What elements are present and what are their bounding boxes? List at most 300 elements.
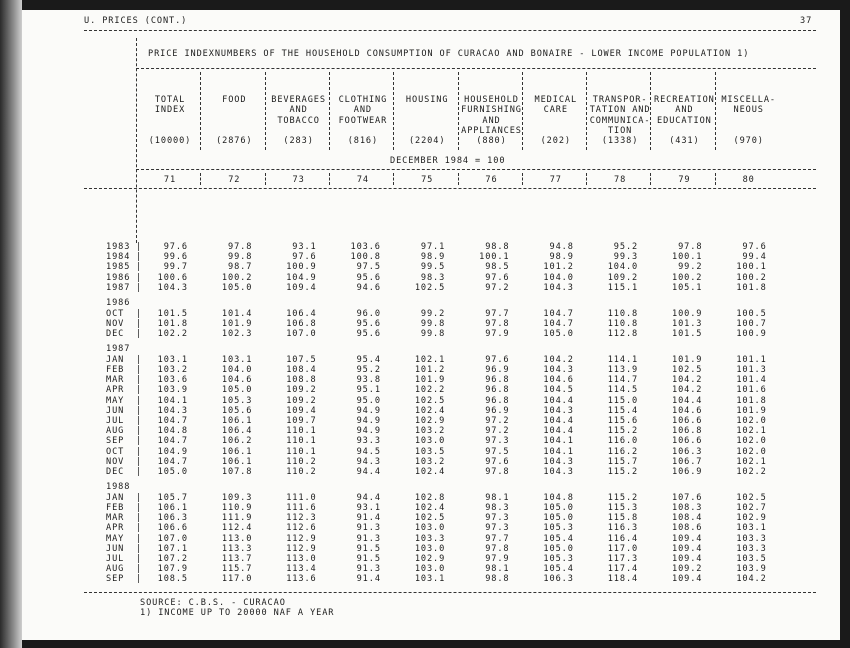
cell-value: 94.9 — [356, 426, 381, 437]
column-header-line: COMMUNICA- — [589, 115, 651, 126]
row-rule: | — [136, 426, 143, 437]
column-header-line: NEOUS — [733, 105, 764, 116]
cell-value: 113.0 — [286, 554, 317, 564]
cell-value: 106.2 — [221, 436, 253, 447]
column-code: 71 — [163, 175, 177, 185]
column-rule — [265, 72, 266, 150]
cell-value: 107.2 — [157, 554, 188, 564]
table-row — [106, 447, 806, 457]
cell-value: 97.6 — [485, 272, 510, 283]
cell-value: 97.2 — [485, 416, 510, 426]
cell-value: 98.8 — [485, 574, 510, 585]
table-row — [106, 574, 806, 584]
column-header-line: APPLIANCES — [461, 125, 522, 136]
column-rule — [715, 72, 716, 150]
cell-value: 109.2 — [286, 385, 317, 396]
cell-value: 102.1 — [736, 426, 767, 437]
cell-value: 100.1 — [672, 252, 703, 263]
row-label: NOV — [106, 318, 125, 329]
cell-value: 104.3 — [543, 456, 574, 467]
cell-value: 109.2 — [672, 564, 703, 575]
cell-value: 115.7 — [607, 456, 639, 467]
cell-value: 102.0 — [736, 436, 767, 447]
cell-value: 109.4 — [286, 282, 317, 293]
column-weight: (2204) — [408, 136, 446, 146]
row-label: APR — [106, 523, 125, 534]
cell-value: 101.4 — [736, 375, 767, 386]
row-rule: | — [136, 329, 143, 339]
cell-value: 103.6 — [350, 242, 381, 252]
cell-value: 100.9 — [672, 308, 703, 319]
cell-value: 91.3 — [356, 564, 381, 575]
column-header-line: FOOTWEAR — [338, 115, 388, 126]
cell-value: 102.0 — [736, 416, 767, 426]
row-rule: | — [136, 513, 143, 524]
row-label: APR — [106, 385, 125, 396]
cell-value: 103.9 — [157, 385, 188, 396]
row-rule: | — [136, 533, 143, 544]
cell-value: 97.5 — [485, 446, 510, 457]
column-header-line: CLOTHING — [338, 95, 388, 105]
row-label: MAR — [106, 513, 125, 524]
cell-value: 109.4 — [672, 574, 703, 585]
cell-value: 103.0 — [414, 543, 446, 554]
column-code: 75 — [421, 175, 434, 185]
cell-value: 105.3 — [221, 395, 253, 406]
table-row — [106, 406, 806, 416]
cell-value: 104.3 — [543, 467, 574, 477]
cell-value: 104.7 — [157, 456, 188, 467]
table-row — [106, 426, 806, 436]
cell-value: 102.2 — [736, 467, 767, 477]
cell-value: 103.1 — [157, 354, 188, 365]
table-row — [106, 416, 806, 426]
row-label: MAY — [106, 395, 125, 406]
column-weight: (970) — [733, 136, 764, 146]
row-rule: | — [136, 456, 143, 467]
column-header-line: HOUSING — [405, 95, 449, 105]
cell-value: 111.0 — [286, 492, 317, 503]
cell-value: 105.0 — [543, 503, 574, 513]
cell-value: 102.5 — [414, 282, 446, 293]
column-rule — [522, 72, 523, 150]
cell-value: 94.3 — [356, 456, 381, 467]
cell-value: 97.8 — [485, 467, 510, 477]
column-rule — [458, 173, 459, 185]
row-rule: | — [136, 436, 143, 447]
column-header-line: FOOD — [222, 95, 247, 105]
cell-value: 104.1 — [157, 395, 188, 406]
cell-value: 100.9 — [286, 262, 317, 273]
cell-value: 94.4 — [356, 467, 381, 477]
cell-value: 105.0 — [543, 513, 574, 524]
cell-value: 97.3 — [485, 523, 510, 534]
column-header-line: AND — [353, 105, 372, 116]
cell-value: 104.2 — [672, 385, 703, 396]
cell-value: 102.9 — [736, 513, 767, 524]
column-code: 79 — [678, 175, 691, 185]
cell-value: 108.6 — [672, 523, 703, 534]
cell-value: 106.1 — [157, 503, 188, 513]
cell-value: 104.9 — [286, 272, 317, 283]
column-header-line: CARE — [543, 105, 568, 116]
table-row — [106, 503, 806, 513]
cell-value: 114.5 — [607, 385, 639, 396]
column-header-line: TOBACCO — [277, 115, 320, 126]
row-label: JUL — [106, 416, 125, 426]
cell-value: 98.8 — [485, 242, 510, 252]
row-label: 1985 — [106, 262, 131, 273]
cell-value: 101.4 — [221, 308, 253, 319]
cell-value: 104.6 — [221, 375, 253, 386]
column-header-line: RECREATION — [654, 95, 715, 105]
cell-value: 107.9 — [157, 564, 188, 575]
column-weight: (283) — [283, 136, 314, 146]
column-header-line: BEVERAGES — [271, 95, 326, 105]
cell-value: 115.2 — [607, 467, 639, 477]
cell-value: 104.3 — [543, 282, 574, 293]
cell-value: 104.7 — [157, 436, 188, 447]
cell-value: 100.1 — [736, 262, 767, 273]
cell-value: 100.1 — [479, 252, 510, 263]
cell-value: 91.4 — [356, 513, 381, 524]
cell-value: 110.1 — [286, 446, 317, 457]
cell-value: 102.8 — [414, 492, 446, 503]
cell-value: 100.7 — [736, 318, 767, 329]
cell-value: 100.8 — [350, 252, 381, 263]
cell-value: 94.8 — [549, 242, 574, 252]
column-weight: (10000) — [148, 136, 192, 146]
cell-value: 101.9 — [672, 354, 703, 365]
cell-value: 100.2 — [221, 272, 253, 283]
row-rule: | — [136, 554, 143, 564]
cell-value: 113.0 — [221, 533, 253, 544]
column-header-line: AND — [289, 105, 308, 116]
table-row — [106, 319, 806, 329]
cell-value: 109.4 — [672, 554, 703, 564]
cell-value: 99.4 — [742, 252, 767, 263]
cell-value: 97.6 — [485, 456, 510, 467]
cell-value: 101.6 — [736, 385, 767, 396]
column-rule — [393, 173, 394, 185]
cell-value: 115.4 — [607, 405, 639, 416]
cell-value: 105.4 — [543, 564, 574, 575]
group-heading: 1988 — [106, 482, 131, 493]
cell-value: 106.6 — [672, 436, 703, 447]
row-rule: | — [136, 318, 143, 329]
row-label: FEB — [106, 365, 125, 375]
row-rule: | — [136, 467, 143, 477]
cell-value: 104.3 — [543, 365, 574, 375]
column-header-line: TRANSPOR- — [592, 95, 648, 105]
cell-value: 98.9 — [549, 252, 574, 263]
row-label: NOV — [106, 456, 125, 467]
cell-value: 106.3 — [543, 574, 574, 585]
cell-value: 105.3 — [543, 554, 574, 564]
row-rule: | — [136, 354, 143, 365]
row-rule: | — [136, 574, 143, 585]
cell-value: 96.8 — [485, 375, 510, 386]
row-rule: | — [136, 446, 143, 457]
cell-value: 101.9 — [736, 405, 767, 416]
column-header-line: HOUSEHOLD — [464, 95, 519, 105]
row-label: OCT — [106, 308, 125, 319]
cell-value: 108.8 — [286, 375, 317, 386]
cell-value: 99.5 — [420, 262, 446, 273]
divider-codes-top — [136, 169, 816, 170]
column-code: 77 — [549, 175, 562, 185]
cell-value: 99.8 — [228, 252, 253, 263]
page-number: 37 — [800, 16, 813, 26]
cell-value: 97.6 — [742, 242, 767, 252]
row-rule: | — [136, 492, 143, 503]
cell-value: 99.2 — [420, 308, 446, 319]
row-rule: | — [136, 385, 143, 396]
cell-value: 96.9 — [485, 405, 510, 416]
cell-value: 105.0 — [221, 385, 253, 396]
cell-value: 104.9 — [157, 446, 188, 457]
column-rule — [200, 173, 201, 185]
cell-value: 100.2 — [736, 272, 767, 283]
row-label: 1983 — [106, 242, 131, 252]
cell-value: 101.9 — [221, 318, 253, 329]
cell-value: 96.9 — [485, 365, 510, 375]
cell-value: 104.4 — [672, 395, 703, 406]
document-page — [22, 10, 840, 640]
cell-value: 100.5 — [736, 308, 767, 319]
column-header-line: TION — [607, 125, 633, 136]
cell-value: 104.8 — [157, 426, 188, 437]
base-note: DECEMBER 1984 = 100 — [390, 156, 506, 166]
cell-value: 93.3 — [356, 436, 381, 447]
cell-value: 105.0 — [543, 543, 574, 554]
group-heading: 1987 — [106, 344, 131, 355]
table-row — [106, 283, 806, 293]
column-weight: (202) — [540, 136, 571, 146]
cell-value: 94.5 — [356, 446, 381, 457]
cell-value: 108.3 — [672, 503, 703, 513]
cell-value: 116.2 — [607, 446, 639, 457]
table-row — [106, 534, 806, 544]
column-header-line: INDEX — [154, 105, 186, 116]
column-rule — [329, 173, 330, 185]
cell-value: 115.7 — [221, 564, 253, 575]
column-rule — [715, 173, 716, 185]
cell-value: 103.0 — [414, 564, 446, 575]
cell-value: 95.6 — [356, 329, 381, 339]
cell-value: 110.9 — [221, 503, 253, 513]
cell-value: 106.4 — [221, 426, 253, 437]
cell-value: 110.2 — [286, 467, 317, 477]
cell-value: 103.1 — [414, 574, 446, 585]
cell-value: 104.7 — [543, 318, 574, 329]
cell-value: 101.5 — [672, 329, 703, 339]
row-rule: | — [136, 252, 143, 263]
cell-value: 97.8 — [228, 242, 253, 252]
cell-value: 95.1 — [356, 385, 381, 396]
cell-value: 100.2 — [672, 272, 703, 283]
cell-value: 102.2 — [157, 329, 188, 339]
cell-value: 114.1 — [607, 354, 639, 365]
cell-value: 99.8 — [420, 318, 446, 329]
table-row — [106, 365, 806, 375]
divider-top — [84, 30, 816, 31]
row-label: OCT — [106, 446, 125, 457]
cell-value: 99.6 — [163, 252, 188, 263]
cell-value: 104.2 — [736, 574, 767, 585]
cell-value: 96.0 — [356, 308, 381, 319]
cell-value: 107.6 — [672, 492, 703, 503]
column-header-line: AND — [675, 105, 694, 116]
cell-value: 115.8 — [607, 513, 639, 524]
cell-value: 93.1 — [356, 503, 381, 513]
cell-value: 97.2 — [485, 282, 510, 293]
cell-value: 104.2 — [543, 354, 574, 365]
column-rule — [265, 173, 266, 185]
cell-value: 95.6 — [356, 272, 381, 283]
row-rule: | — [136, 365, 143, 375]
cell-value: 94.4 — [356, 492, 381, 503]
table-row — [106, 396, 806, 406]
cell-value: 109.4 — [672, 543, 703, 554]
cell-value: 102.4 — [414, 405, 446, 416]
row-label: JUL — [106, 554, 125, 564]
row-label: DEC — [106, 329, 125, 339]
cell-value: 101.8 — [736, 282, 767, 293]
cell-value: 98.1 — [485, 564, 510, 575]
cell-value: 113.6 — [286, 574, 317, 585]
cell-value: 103.6 — [157, 375, 188, 386]
column-code: 76 — [485, 175, 498, 185]
table-row — [106, 513, 806, 523]
section-heading: U. PRICES (CONT.) — [84, 16, 188, 26]
cell-value: 112.8 — [607, 329, 639, 339]
cell-value: 117.3 — [607, 554, 639, 564]
row-rule: | — [136, 262, 143, 273]
row-label: 1986 — [106, 272, 131, 283]
column-rule — [393, 72, 394, 150]
cell-value: 105.3 — [543, 523, 574, 534]
row-rule: | — [136, 416, 143, 426]
cell-value: 116.4 — [607, 533, 639, 544]
cell-value: 98.3 — [485, 503, 510, 513]
cell-value: 112.9 — [286, 543, 317, 554]
cell-value: 107.0 — [157, 533, 188, 544]
cell-value: 95.6 — [356, 318, 381, 329]
cell-value: 111.9 — [221, 513, 253, 524]
cell-value: 101.8 — [157, 318, 188, 329]
cell-value: 115.0 — [607, 395, 639, 406]
cell-value: 104.4 — [543, 395, 574, 406]
row-rule: | — [136, 543, 143, 554]
row-label: JUN — [106, 543, 125, 554]
cell-value: 103.1 — [221, 354, 253, 365]
table-row — [106, 309, 806, 319]
cell-value: 106.1 — [221, 446, 253, 457]
cell-value: 97.6 — [292, 252, 317, 263]
row-rule: | — [136, 503, 143, 513]
column-header-line: MISCELLA- — [721, 95, 777, 105]
cell-value: 104.3 — [157, 282, 188, 293]
cell-value: 101.3 — [736, 365, 767, 375]
cell-value: 102.2 — [414, 385, 446, 396]
table-row — [106, 355, 806, 365]
cell-value: 103.2 — [414, 456, 446, 467]
cell-value: 112.9 — [286, 533, 317, 544]
cell-value: 112.3 — [286, 513, 317, 524]
cell-value: 102.3 — [221, 329, 253, 339]
column-code: 72 — [228, 175, 241, 185]
cell-value: 99.7 — [163, 262, 188, 273]
cell-value: 97.9 — [485, 554, 510, 564]
cell-value: 104.1 — [543, 436, 574, 447]
cell-value: 102.9 — [414, 554, 446, 564]
cell-value: 106.1 — [221, 456, 253, 467]
column-header-line: TATION AND — [589, 105, 651, 116]
row-label: 1984 — [106, 252, 131, 263]
cell-value: 102.5 — [414, 513, 446, 524]
cell-value: 98.7 — [228, 262, 253, 273]
row-label: JUN — [106, 405, 125, 416]
cell-value: 98.1 — [485, 492, 510, 503]
row-rule: | — [136, 308, 143, 319]
row-label: JAN — [106, 354, 125, 365]
column-rule — [200, 72, 201, 150]
cell-value: 114.7 — [607, 375, 639, 386]
cell-value: 97.3 — [485, 513, 510, 524]
table-row — [106, 564, 806, 574]
source-note: SOURCE: C.B.S. - CURACAO — [140, 598, 286, 608]
cell-value: 91.3 — [356, 533, 381, 544]
cell-value: 104.7 — [157, 416, 188, 426]
row-label: MAY — [106, 533, 125, 544]
cell-value: 112.4 — [221, 523, 253, 534]
cell-value: 104.3 — [543, 405, 574, 416]
row-label: AUG — [106, 426, 125, 437]
cell-value: 97.8 — [485, 543, 510, 554]
cell-value: 106.3 — [157, 513, 188, 524]
cell-value: 110.2 — [286, 456, 317, 467]
cell-value: 101.5 — [157, 308, 188, 319]
cell-value: 105.1 — [672, 282, 703, 293]
cell-value: 97.9 — [485, 329, 510, 339]
row-label: FEB — [106, 503, 125, 513]
column-weight: (816) — [347, 136, 379, 146]
cell-value: 116.3 — [607, 523, 639, 534]
cell-value: 101.9 — [414, 375, 446, 386]
cell-value: 101.2 — [414, 365, 446, 375]
row-rule: | — [136, 282, 143, 293]
column-code: 78 — [614, 175, 627, 185]
table-row — [106, 252, 806, 262]
cell-value: 105.7 — [157, 492, 188, 503]
cell-value: 104.6 — [672, 405, 703, 416]
table-row — [106, 385, 806, 395]
cell-value: 97.6 — [163, 242, 188, 252]
cell-value: 117.0 — [221, 574, 253, 585]
table-row — [106, 523, 806, 533]
cell-value: 91.5 — [356, 543, 381, 554]
table-title: PRICE INDEXNUMBERS OF THE HOUSEHOLD CONSUMPTION OF CURACAO AND BONAIRE - LOWER INCOME POPULATION 1) — [148, 49, 750, 59]
table-row — [106, 273, 806, 283]
divider-title — [136, 68, 816, 69]
cell-value: 102.1 — [736, 456, 767, 467]
column-rule — [522, 173, 523, 185]
column-rule — [650, 72, 651, 150]
table-row — [106, 375, 806, 385]
cell-value: 102.4 — [414, 503, 446, 513]
cell-value: 113.7 — [221, 554, 253, 564]
